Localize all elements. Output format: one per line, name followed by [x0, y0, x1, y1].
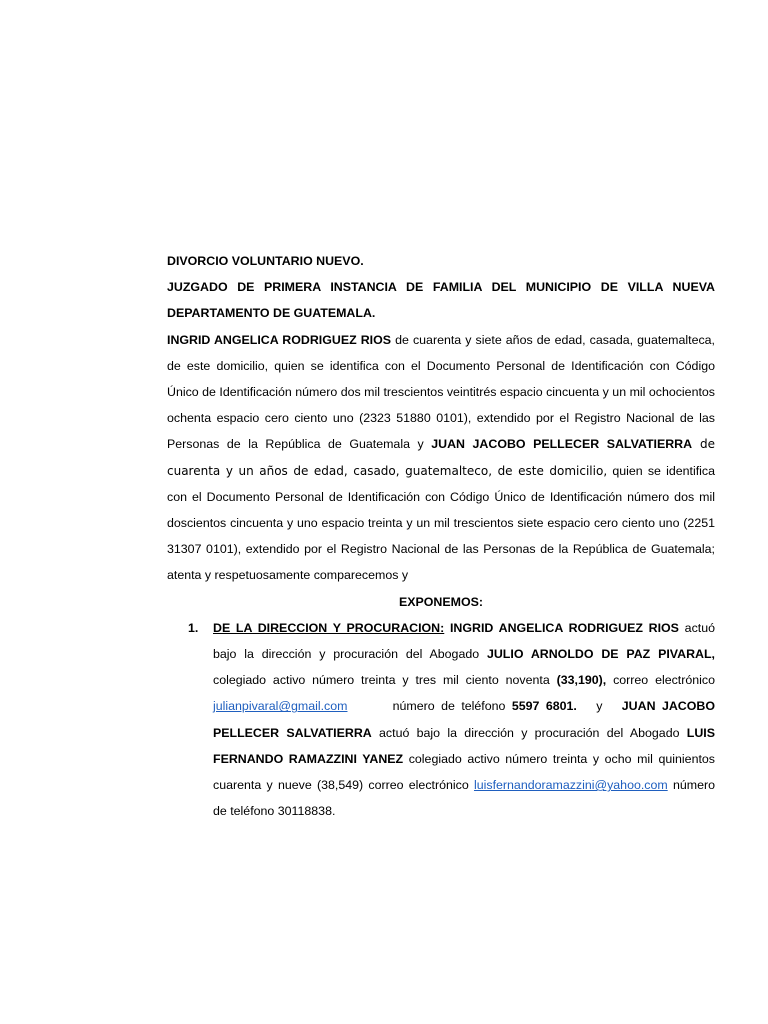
- party2-text-b: quien se identifica con el Documento Personal de Identificación con Código Único de Identificación número dos mil doscientos cincuenta y uno espacio treinta y un mil trescientos siete espacio cero ciento uno (2251 31307 0101), extendido por el Registro Nacional de las Personas de la República de Guatemala; atenta y respetuosamente comparecemos y: [167, 463, 715, 583]
- collegiate-number-1: (33,190),: [556, 673, 607, 688]
- item-text2: colegiado activo número treinta y tres mil ciento noventa: [213, 673, 557, 688]
- item-text5: y: [576, 699, 622, 714]
- party1-text: de cuarenta y siete años de edad, casada, guatemalteca, de este domicilio, quien se identifica con el Documento Personal de Identificación con Código Único de Identificación número dos mil trescientos veintitrés espacio cincuenta y un mil ochocientos ochenta espacio cero ciento uno (2323 51880 0101), extendido por el Registro Nacional de las Personas de la República de Guatemala y: [167, 332, 715, 452]
- document-body: [167, 248, 715, 824]
- item-text1: actuó bajo la dirección y procuración del Abogado: [213, 620, 715, 662]
- party2-name: JUAN JACOBO PELLECER SALVATIERRA: [431, 437, 693, 452]
- item-text8: número de teléfono 30118838.: [213, 778, 715, 819]
- section-heading: EXPONEMOS:: [399, 594, 483, 609]
- item-title: DE LA DIRECCION Y PROCURACION:: [213, 620, 445, 635]
- document-title: DIVORCIO VOLUNTARIO NUEVO.: [167, 254, 364, 268]
- item-text6: actuó bajo la dirección y procuración del Abogado: [371, 725, 687, 740]
- appearance-paragraph: [167, 327, 715, 589]
- list-number: 1.: [188, 620, 199, 635]
- court-heading: JUZGADO DE PRIMERA INSTANCIA DE FAMILIA DEL MUNICIPIO DE VILLA NUEVA DEPARTAMENTO DE GUATEMALA.: [167, 280, 715, 321]
- phone-1: 5597 6801.: [511, 699, 577, 714]
- item-text3: correo electrónico: [606, 673, 715, 688]
- party1-name: INGRID ANGELICA RODRIGUEZ RIOS: [167, 332, 392, 347]
- lawyer1-name: JULIO ARNOLDO DE PAZ PIVARAL,: [486, 647, 715, 662]
- item-text4: número de teléfono: [347, 699, 512, 714]
- email-link-1[interactable]: julianpivaral@gmail.com: [213, 699, 348, 714]
- item-name1: INGRID ANGELICA RODRIGUEZ RIOS: [444, 620, 679, 635]
- party2-text-a: de cuarenta y un años de edad, casado, guatemalteco, de este domicilio,: [167, 437, 715, 478]
- item-name2: JUAN JACOBO PELLECER SALVATIERRA: [213, 699, 715, 740]
- email-link-2[interactable]: luisfernandoramazzini@yahoo.com: [473, 778, 668, 793]
- list-item: [167, 615, 715, 825]
- item-text7: colegiado activo número treinta y ocho mil quinientos cuarenta y nueve (38,549) correo electrónico: [213, 751, 715, 793]
- lawyer2-name: LUIS FERNANDO RAMAZZINI YANEZ: [213, 725, 715, 766]
